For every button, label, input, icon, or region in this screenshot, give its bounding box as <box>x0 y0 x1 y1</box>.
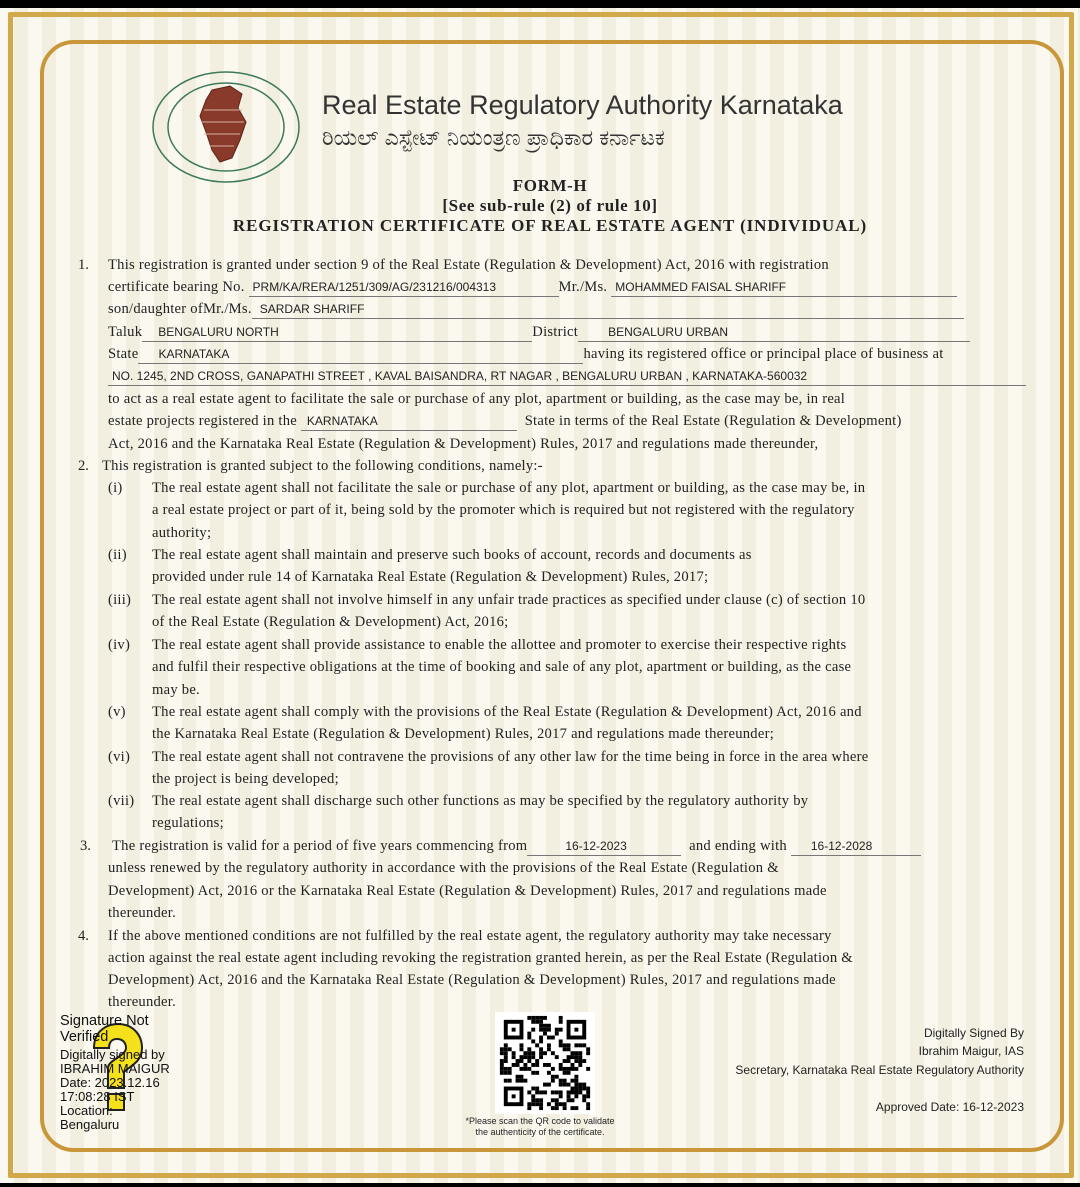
text-line: unless renewed by the regulatory authority in accordance with the provisions of the Real Estate (Regulation & <box>108 860 779 876</box>
label: Taluk <box>108 324 143 340</box>
text-line <box>108 345 944 364</box>
clause-number: 1. <box>78 257 89 273</box>
clause-number: 2. <box>78 458 89 474</box>
signer-name: Ibrahim Maigur, IAS <box>918 1044 1024 1058</box>
condition-text: provided under rule 14 of Karnataka Real Estate (Regulation & Development) Rules, 2017; <box>152 569 709 586</box>
condition-number: (v) <box>108 704 126 720</box>
approved-date: Approved Date: 16-12-2023 <box>875 1100 1024 1114</box>
form-title: REGISTRATION CERTIFICATE OF REAL ESTATE AGENT (INDIVIDUAL) <box>232 216 868 235</box>
signature-line: 17:08:28 IST <box>60 1089 135 1104</box>
label: Mr./Ms. <box>558 279 608 295</box>
condition-text: The real estate agent shall discharge such other functions as may be specified by the regulatory authority by <box>152 793 809 809</box>
text-line <box>108 323 970 342</box>
text-line: Act, 2016 and the Karnataka Real Estate (Regulation & Development) Rules, 2017 and regulations made thereunder, <box>108 436 819 452</box>
condition-text: regulations; <box>152 815 224 832</box>
condition-text: a real estate project or part of it, being sold by the promoter which is required but not registered with the regulatory <box>152 502 855 519</box>
text-line <box>112 837 921 856</box>
text-line: If the above mentioned conditions are not fulfilled by the real estate agent, the regulatory authority may take necessary <box>108 928 832 944</box>
condition-number: (i) <box>108 480 123 496</box>
text-line: Development) Act, 2016 or the Karnataka Real Estate (Regulation & Development) Rules, 2017 and regulations made <box>108 883 827 899</box>
condition-text: The real estate agent shall comply with the provisions of the Real Estate (Regulation & Development) Act, 2016 and <box>152 704 862 720</box>
valid-from-date: 16-12-2023 <box>527 837 681 856</box>
condition-text: authority; <box>152 524 212 541</box>
clause-number: 4. <box>78 928 89 944</box>
condition-text: may be. <box>152 681 200 698</box>
condition-text: The real estate agent shall not involve himself in any unfair trade practices as specified under clause (c) of section 10 <box>152 592 866 608</box>
text-line <box>108 367 1026 386</box>
condition-text: The real estate agent shall not facilitate the sale or purchase of any plot, apartment or building, as the case may be, in <box>152 480 866 496</box>
condition-text: and fulfil their respective obligations at the time of booking and sale of any plot, apartment or building, as the case <box>152 659 852 676</box>
state-value: KARNATAKA <box>138 345 583 364</box>
text-line: thereunder. <box>108 994 176 1010</box>
condition-number: (vi) <box>108 749 131 765</box>
condition-text: the Karnataka Real Estate (Regulation & Development) Rules, 2017 and regulations made thereunder; <box>152 726 774 743</box>
label: and ending with <box>689 838 787 854</box>
label: having its registered office or principal place of business at <box>583 346 944 362</box>
condition-number: (ii) <box>108 547 127 563</box>
valid-to-date: 16-12-2028 <box>791 837 921 856</box>
label: District <box>532 324 579 340</box>
parent-name: SARDAR SHARIFF <box>252 300 964 319</box>
text-line: Development) Act, 2016 and the Karnataka Real Estate (Regulation & Development) Rules, 2017 and regulations made <box>108 972 836 988</box>
condition-text: the project is being developed; <box>152 771 339 788</box>
signature-line: Bengaluru <box>60 1117 120 1132</box>
condition-text: The real estate agent shall maintain and preserve such books of account, records and documents as <box>152 547 752 563</box>
authority-title-kannada: ರಿಯಲ್ ಎಸ್ಟೇಟ್ ನಿಯಂತ್ರಣ ಪ್ರಾಧಿಕಾರ ಕರ್ನಾಟಕ <box>322 125 665 150</box>
district-value: BENGALURU URBAN <box>578 323 970 342</box>
condition-text: The real estate agent shall provide assistance to enable the allottee and promoter to exercise their respective rights <box>152 637 847 653</box>
registration-number: PRM/KA/RERA/1251/309/AG/231216/004313 <box>249 278 559 297</box>
label: son/daughter ofMr./Ms. <box>108 301 252 317</box>
label: certificate bearing No. <box>108 279 245 295</box>
clause-number: 3. <box>80 838 91 854</box>
signer-heading: Digitally Signed By <box>923 1026 1024 1040</box>
condition-text: of the Real Estate (Regulation & Development) Act, 2016; <box>152 614 509 631</box>
signer-title: Secretary, Karnataka Real Estate Regulatory Authority <box>735 1063 1024 1077</box>
text-line <box>108 300 964 319</box>
label: State <box>108 346 139 362</box>
authority-title: Real Estate Regulatory Authority Karnataka <box>322 90 843 120</box>
condition-number: (iii) <box>108 592 132 608</box>
signature-line: Date: 2023.12.16 <box>60 1075 160 1090</box>
text-line <box>108 278 957 297</box>
form-name: FORM-H <box>512 176 588 195</box>
signature-status: Signature Not Verified <box>60 1013 149 1045</box>
label: estate projects registered in the <box>108 413 297 429</box>
signature-line: Digitally signed by <box>60 1047 165 1062</box>
qr-code[interactable] <box>495 1012 595 1114</box>
taluk-value: BENGALURU NORTH <box>142 323 532 342</box>
condition-text: The real estate agent shall not contravene the provisions of any other law for the time being in force in the area where <box>152 749 869 765</box>
text-line: This registration is granted subject to the following conditions, namely:- <box>102 458 543 474</box>
label: The registration is valid for a period of five years commencing from <box>112 838 528 854</box>
condition-number: (vii) <box>108 793 135 809</box>
text-line: action against the real estate agent including revoking the registration granted herein, as per the Real Estate (Regulation & <box>108 950 853 966</box>
project-state: KARNATAKA <box>301 412 517 431</box>
text-line: This registration is granted under section 9 of the Real Estate (Regulation & Development) Act, 2016 with registration <box>108 257 829 273</box>
qr-note: the authenticity of the certificate. <box>475 1127 605 1137</box>
signature-line: Location: <box>60 1103 113 1118</box>
agent-name: MOHAMMED FAISAL SHARIFF <box>611 278 957 297</box>
qr-note: *Please scan the QR code to validate <box>465 1116 615 1126</box>
signature-line: IBRAHIM MAIGUR <box>60 1061 170 1076</box>
text-line <box>108 412 902 431</box>
text-line: thereunder. <box>108 905 176 921</box>
form-subrule: [See sub-rule (2) of rule 10] <box>442 196 658 215</box>
condition-number: (iv) <box>108 637 131 653</box>
rera-seal-logo <box>150 70 302 185</box>
text-line: to act as a real estate agent to facilitate the sale or purchase of any plot, apartment or building, as the case may be, in real <box>108 391 846 407</box>
office-address: NO. 1245, 2ND CROSS, GANAPATHI STREET , KAVAL BAISANDRA, RT NAGAR , BENGALURU URBAN , KARNATAKA-560032 <box>108 367 1026 386</box>
label: State in terms of the Real Estate (Regulation & Development) <box>524 413 902 429</box>
